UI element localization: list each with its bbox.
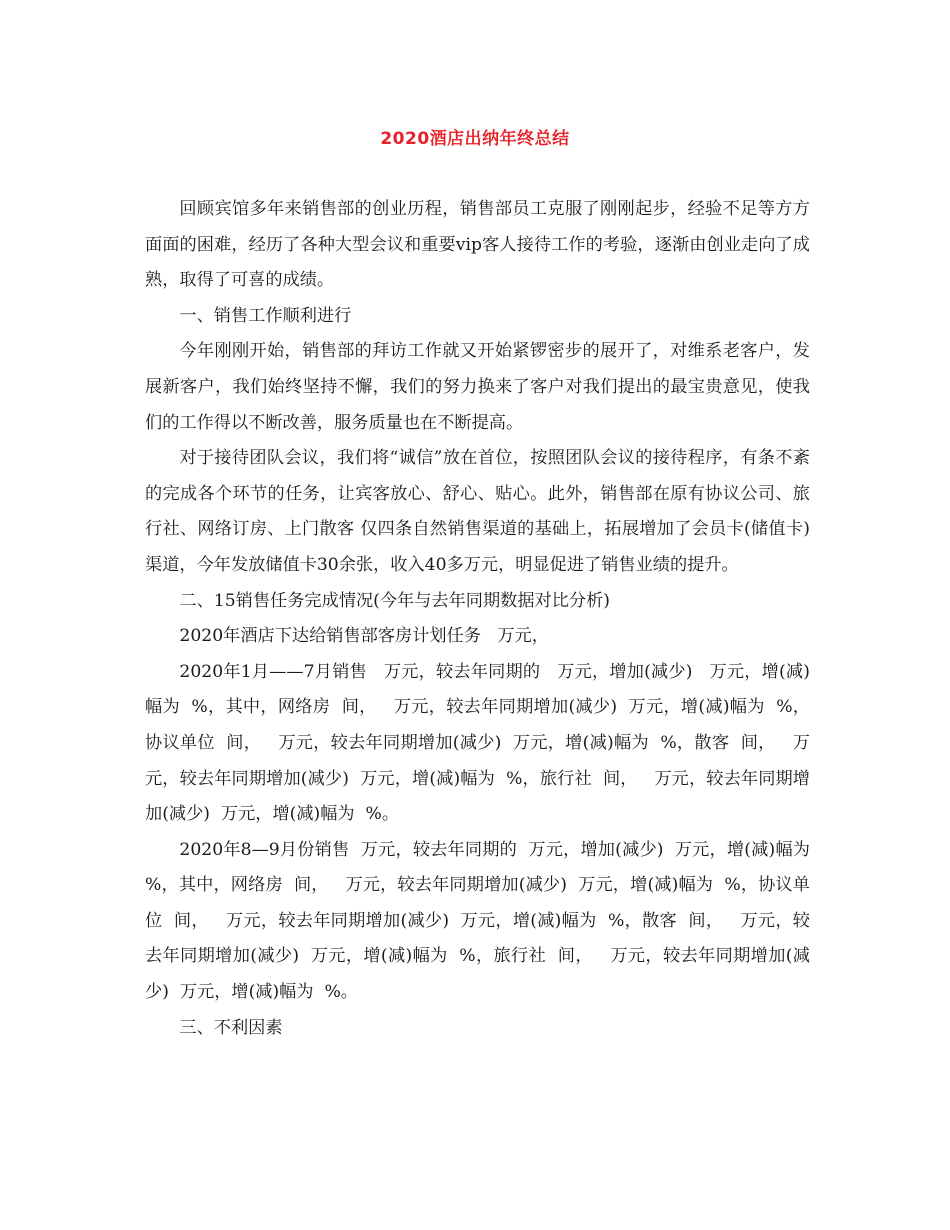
document-title: 2020酒店出纳年终总结 [380,129,570,149]
paragraph-plan-task: 2020年酒店下达给销售部客房计划任务 万元， [179,626,549,647]
section-heading-2: 二、15销售任务完成情况(今年与去年同期数据对比分析) [179,590,610,611]
section-heading-3: 三、不利因素 [179,1017,283,1038]
section-heading-1: 一、销售工作顺利进行 [179,305,352,326]
document-body [145,192,821,1046]
paragraph-sales-aug-sep: 2020年8—9月份销售 万元，较去年同期的 万元，增加(减少) 万元，增(减)幅为 %，其中，网络房 间， 万元，较去年同期增加(减少) 万元，增(减)幅为 %，协议单位 间， 万元，较去年同期增加(减少) 万元，增(减)幅为 %，散客 间， 万元，较去年同期增加(减少) 万元，增(减)幅为 %，旅行社 间， 万元，较去年同期增加(减少) 万元，增(减)幅为 %。 [145,839,821,1003]
paragraph-visits: 今年刚刚开始，销售部的拜访工作就又开始紧锣密步的展开了，对维系老客户，发展新客户，我们始终坚持不懈，我们的努力换来了客户对我们提出的最宝贵意见，使我们的工作得以不断改善，服务质量也在不断提高。 [145,341,810,433]
paragraph-intro: 回顾宾馆多年来销售部的创业历程，销售部员工克服了刚刚起步，经验不足等方方面面的困难，经历了各种大型会议和重要vip客人接待工作的考验，逐渐由创业走向了成熟，取得了可喜的成绩。 [145,199,810,291]
paragraph-group-reception: 对于接待团队会议，我们将“诚信”放在首位，按照团队会议的接待程序，有条不紊的完成各个环节的任务，让宾客放心、舒心、贴心。此外，销售部在原有协议公司、旅行社、网络订房、上门散客 仅四条自然销售渠道的基础上，拓展增加了会员卡(储值卡)渠道，今年发放储值卡30余张，收入40多万元，明显促进了销售业绩的提升。 [145,448,810,575]
paragraph-sales-jan-jul: 2020年1月——7月销售 万元，较去年同期的 万元，增加(减少) 万元，增(减)幅为 %，其中，网络房 间， 万元，较去年同期增加(减少) 万元，增(减)幅为 %，协议单位 间， 万元，较去年同期增加(减少) 万元，增(减)幅为 %，散客 间， 万元，较去年同期增加(减少) 万元，增(减)幅为 %，旅行社 间， 万元，较去年同期增加(减少) 万元，增(减)幅为 %。 [145,661,810,825]
